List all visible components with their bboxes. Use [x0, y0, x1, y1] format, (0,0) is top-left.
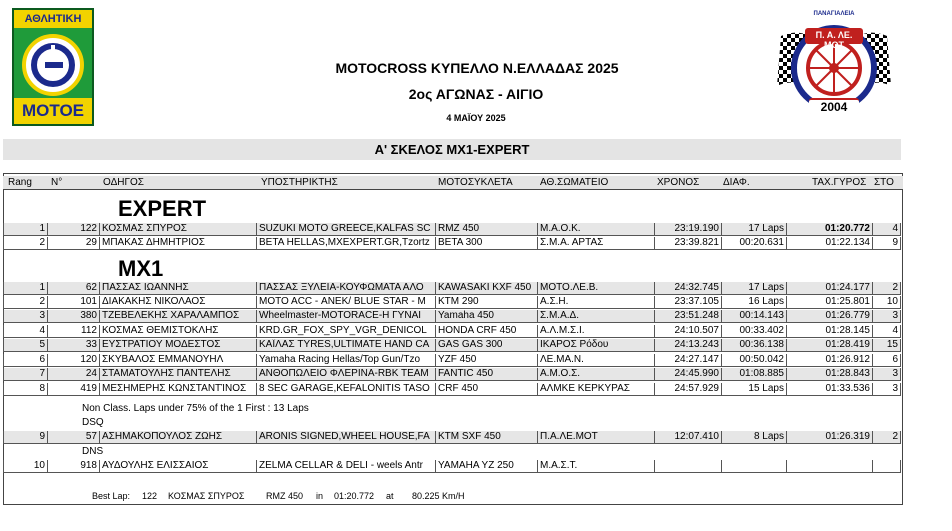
cell-sponsor: ΠΑΣΣΑΣ ΞΥΛΕΙΑ-ΚΟΥΦΩΜΑΤΑ ΑΛΟ [257, 282, 436, 295]
cell-time: 24:10.507 [655, 325, 722, 338]
col-rang: Rang [8, 177, 32, 188]
cell-fastlap: 01:28.145 [787, 325, 873, 338]
race-name: 2ος ΑΓΩΝΑΣ - ΑΙΓΙΟ [408, 86, 544, 102]
best-lap-time: 01:20.772 [334, 491, 375, 501]
cell-time: 12:07.410 [655, 431, 722, 444]
cell-bike: FANTIC 450 [436, 368, 538, 381]
cell-fastlap: 01:28.419 [787, 339, 873, 352]
logo-left-bottom-text: MOTOE [14, 98, 92, 124]
best-lap-at: at [386, 491, 394, 501]
dns-label: DNS [82, 446, 104, 457]
cell-fastlap: 01:28.843 [787, 368, 873, 381]
col-club: ΑΘ.ΣΩΜΑΤΕΙΟ [540, 177, 609, 188]
cell-fastlap: 01:24.177 [787, 282, 873, 295]
cell-diff: 17 Laps [722, 282, 787, 295]
cell-number: 419 [48, 383, 100, 396]
cell-sponsor: ARONIS SIGNED,WHEEL HOUSE,FA [257, 431, 436, 444]
cell-driver: ΑΣΗΜΑΚΟΠΟΥΛΟΣ ΖΩΗΣ [100, 431, 257, 444]
cell-bike: BETA 300 [436, 237, 538, 250]
cell-sponsor: ΑΝΘΟΠΩΛΕΙΟ ΦΛΕΡΙΝΑ-RBK TEAM [257, 368, 436, 381]
logo-right-top-text: ΠΑΝΑΓΙΑΛΕΙΑ [813, 11, 855, 17]
logo-right-year: 2004 [809, 100, 859, 114]
cell-number: 33 [48, 339, 100, 352]
cell-club: Α.Σ.Η. [538, 296, 655, 309]
page-title: MOTOCROSS ΚΥΠΕΛΛΟ Ν.ΕΛΛΑΔΑΣ 2025 [335, 60, 619, 76]
best-lap-in: in [316, 491, 324, 501]
cell-fastlap: 01:22.134 [787, 237, 873, 250]
cell-diff: 15 Laps [722, 383, 787, 396]
cell-club: Α.Λ.Μ.Σ.Ι. [538, 325, 655, 338]
cell-number: 24 [48, 368, 100, 381]
table-row [3, 339, 901, 352]
cell-diff: 8 Laps [722, 431, 787, 444]
race-date: 4 ΜΑΪΟΥ 2025 [446, 113, 506, 123]
table-row [3, 368, 901, 381]
cell-club: ΜΟΤΟ.ΛΕ.Β. [538, 282, 655, 295]
col-sponsor: ΥΠΟΣΤΗΡΙΚΤΗΣ [261, 177, 338, 188]
cell-bike: YAMAHA YZ 250 [436, 460, 538, 473]
col-fastlap: ΤΑΧ.ΓΥΡΟΣ [812, 177, 867, 188]
cell-driver: ΜΠΑΚΑΣ ΔΗΜΗΤΡΙΟΣ [100, 237, 257, 250]
cell-rang: 2 [3, 296, 48, 309]
table-row [3, 237, 901, 250]
cell-fastlap [787, 460, 873, 473]
cell-sponsor: MOTO ACC - ΑΝΕΚ/ BLUE STAR - M [257, 296, 436, 309]
cell-time: 23:39.821 [655, 237, 722, 250]
cell-fastlap: 01:26.779 [787, 310, 873, 323]
table-row [3, 354, 901, 367]
cell-diff: 00:50.042 [722, 354, 787, 367]
cell-sto: 2 [873, 282, 901, 295]
cell-sto: 4 [873, 223, 901, 236]
table-row [3, 223, 901, 236]
cell-number: 29 [48, 237, 100, 250]
cell-driver: ΚΟΣΜΑΣ ΘΕΜΙΣΤΟΚΛΗΣ [100, 325, 257, 338]
cell-diff [722, 460, 787, 473]
cell-rang: 5 [3, 339, 48, 352]
cell-sponsor: Wheelmaster-MOTORACE-H ΓΥΝΑΙ [257, 310, 436, 323]
cell-rang: 1 [3, 223, 48, 236]
cell-club: ΛΕ.ΜΑ.Ν. [538, 354, 655, 367]
table-row [3, 460, 901, 473]
best-lap-driver: ΚΟΣΜΑΣ ΣΠΥΡΟΣ [168, 491, 245, 501]
cell-sto: 6 [873, 354, 901, 367]
table-header [3, 176, 903, 190]
cell-bike: Yamaha 450 [436, 310, 538, 323]
cell-driver: ΠΑΣΣΑΣ ΙΩΑΝΝΗΣ [100, 282, 257, 295]
cell-fastlap: 01:26.319 [787, 431, 873, 444]
cell-sto: 3 [873, 310, 901, 323]
cell-bike: RMZ 450 [436, 223, 538, 236]
cell-diff: 00:36.138 [722, 339, 787, 352]
cell-bike: KAWASAKI KXF 450 [436, 282, 538, 295]
cell-diff: 17 Laps [722, 223, 787, 236]
cell-time: 24:57.929 [655, 383, 722, 396]
cell-rang: 7 [3, 368, 48, 381]
best-lap-bike: RMZ 450 [266, 491, 304, 501]
cell-rang: 2 [3, 237, 48, 250]
cell-sponsor: KRD.GR_FOX_SPY_VGR_DENICOL [257, 325, 436, 338]
section-title: Α' ΣΚΕΛΟΣ MX1-EXPERT [3, 139, 901, 160]
non-class-note: Non Class. Laps under 75% of the 1 First : 13 Laps [82, 403, 309, 414]
cell-number: 62 [48, 282, 100, 295]
cell-club: Α.Μ.Ο.Σ. [538, 368, 655, 381]
logo-right-badge-text: Π. Α. ΛΕ. ΜΟΤ [815, 30, 853, 50]
cell-club: Σ.Μ.Α. ΑΡΤΑΣ [538, 237, 655, 250]
cell-sto: 10 [873, 296, 901, 309]
col-time: ΧΡΟΝΟΣ [657, 177, 700, 188]
cell-driver: ΣΚΥΒΑΛΟΣ ΕΜΜΑΝΟΥΗΛ [100, 354, 257, 367]
cell-sponsor: 8 SEC GARAGE,KEFALONITIS TASO [257, 383, 436, 396]
cell-sponsor: SUZUKI MOTO GREECE,KALFAS SC [257, 223, 436, 236]
cell-rang: 1 [3, 282, 48, 295]
cell-time [655, 460, 722, 473]
cell-sponsor: ZELMA CELLAR & DELI - weels Antr [257, 460, 436, 473]
cell-number: 120 [48, 354, 100, 367]
col-number: N° [51, 177, 63, 188]
cell-driver: ΚΟΣΜΑΣ ΣΠΥΡΟΣ [100, 223, 257, 236]
col-bike: ΜΟΤΟΣΥΚΛΕΤΑ [438, 177, 513, 188]
cell-sto [873, 460, 901, 473]
best-lap-label: Best Lap: [92, 491, 131, 501]
cell-fastlap: 01:25.801 [787, 296, 873, 309]
cell-rang: 4 [3, 325, 48, 338]
best-lap-speed: 80.225 Km/H [412, 491, 465, 501]
cell-rang: 9 [3, 431, 48, 444]
cell-diff: 00:14.143 [722, 310, 787, 323]
cell-sto: 15 [873, 339, 901, 352]
col-diff: ΔΙΑΦ. [723, 177, 750, 188]
col-driver: ΟΔΗΓΟΣ [103, 177, 144, 188]
cell-bike: KTM 290 [436, 296, 538, 309]
cell-time: 23:51.248 [655, 310, 722, 323]
cell-number: 112 [48, 325, 100, 338]
logo-left-top-text: ΑΘΛΗΤΙΚΗ [14, 10, 92, 28]
cell-bike: YZF 450 [436, 354, 538, 367]
cell-sto: 9 [873, 237, 901, 250]
cell-fastlap: 01:33.536 [787, 383, 873, 396]
dsq-label: DSQ [82, 417, 104, 428]
cell-diff: 00:20.631 [722, 237, 787, 250]
cell-sto: 3 [873, 368, 901, 381]
cell-time: 24:32.745 [655, 282, 722, 295]
cell-club: Σ.Μ.Α.Δ. [538, 310, 655, 323]
cell-driver: ΑΥΔΟΥΛΗΣ ΕΛΙΣΣΑΙΟΣ [100, 460, 257, 473]
cell-diff: 01:08.885 [722, 368, 787, 381]
cell-club: Π.Α.ΛΕ.ΜΟΤ [538, 431, 655, 444]
group-title-expert: EXPERT [118, 196, 207, 221]
cell-driver: ΤΖΕΒΕΛΕΚΗΣ ΧΑΡΑΛΑΜΠΟΣ [100, 310, 257, 323]
cell-number: 122 [48, 223, 100, 236]
cell-bike: HONDA CRF 450 [436, 325, 538, 338]
cell-fastlap: 01:26.912 [787, 354, 873, 367]
cell-bike: GAS GAS 300 [436, 339, 538, 352]
cell-club: ΙΚΑΡΟΣ Ρόδου [538, 339, 655, 352]
cell-number: 918 [48, 460, 100, 473]
group-title-mx1: MX1 [118, 256, 164, 281]
cell-diff: 00:33.402 [722, 325, 787, 338]
table-row [3, 431, 901, 444]
cell-sponsor: Yamaha Racing Hellas/Top Gun/Tzo [257, 354, 436, 367]
table-row [3, 310, 901, 323]
cell-club: ΑΛΜΚΕ ΚΕΡΚΥΡΑΣ [538, 383, 655, 396]
cell-driver: ΔΙΑΚΑΚΗΣ ΝΙΚΟΛΑΟΣ [100, 296, 257, 309]
cell-club: Μ.Α.Σ.Τ. [538, 460, 655, 473]
cell-club: Μ.Α.Ο.Κ. [538, 223, 655, 236]
cell-driver: ΕΥΣΤΡΑΤΙΟΥ ΜΟΔΕΣΤΟΣ [100, 339, 257, 352]
cell-sto: 2 [873, 431, 901, 444]
cell-fastlap: 01:20.772 [787, 223, 873, 236]
cell-driver: ΣΤΑΜΑΤΟΥΛΗΣ ΠΑΝΤΕΛΗΣ [100, 368, 257, 381]
table-row [3, 383, 901, 396]
cell-time: 23:19.190 [655, 223, 722, 236]
table-row [3, 296, 901, 309]
cell-driver: ΜΕΣΗΜΕΡΗΣ ΚΩΝΣΤΑΝΤΊΝΟΣ [100, 383, 257, 396]
cell-time: 23:37.105 [655, 296, 722, 309]
cell-sto: 3 [873, 383, 901, 396]
col-sto: ΣΤΟ [874, 177, 894, 188]
table-row [3, 282, 901, 295]
cell-sponsor: BETA HELLAS,MXEXPERT.GR,Tzortz [257, 237, 436, 250]
cell-diff: 16 Laps [722, 296, 787, 309]
cell-rang: 8 [3, 383, 48, 396]
cell-number: 380 [48, 310, 100, 323]
cell-bike: KTM SXF 450 [436, 431, 538, 444]
cell-time: 24:13.243 [655, 339, 722, 352]
cell-rang: 3 [3, 310, 48, 323]
best-lap-number: 122 [142, 491, 158, 501]
table-row [3, 325, 901, 338]
cell-sponsor: ΚΑΪΛΑΣ TYRES,ULTIMATE HAND CA [257, 339, 436, 352]
cell-number: 57 [48, 431, 100, 444]
cell-bike: CRF 450 [436, 383, 538, 396]
cell-time: 24:27.147 [655, 354, 722, 367]
cell-rang: 10 [3, 460, 48, 473]
cell-time: 24:45.990 [655, 368, 722, 381]
cell-sto: 4 [873, 325, 901, 338]
cell-number: 101 [48, 296, 100, 309]
cell-rang: 6 [3, 354, 48, 367]
